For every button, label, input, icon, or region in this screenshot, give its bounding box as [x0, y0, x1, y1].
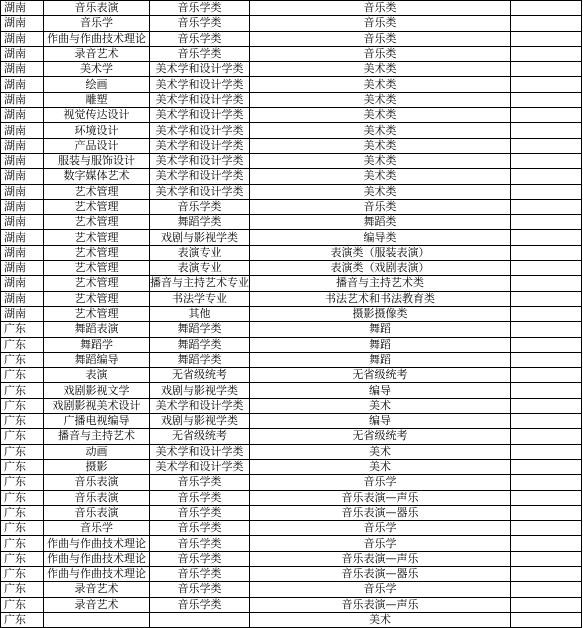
exam-type-cell: 音乐学 — [250, 521, 511, 536]
exam-type-cell: 美术类 — [250, 62, 511, 77]
province-cell: 湖南 — [1, 291, 44, 306]
empty-cell — [511, 490, 582, 505]
empty-cell — [511, 169, 582, 184]
category-cell: 戏剧与影视学类 — [150, 230, 250, 245]
major-cell: 作曲与作曲技术理论 — [44, 31, 150, 46]
table-row — [1, 459, 582, 474]
empty-cell — [511, 612, 582, 627]
major-cell: 舞蹈学 — [44, 337, 150, 352]
category-cell: 音乐学类 — [150, 566, 250, 581]
empty-cell — [511, 62, 582, 77]
empty-cell — [511, 77, 582, 92]
major-cell: 音乐学 — [44, 521, 150, 536]
table-row — [1, 138, 582, 153]
major-cell: 音乐表演 — [44, 505, 150, 520]
empty-cell — [511, 138, 582, 153]
table-row — [1, 215, 582, 230]
major-cell: 产品设计 — [44, 138, 150, 153]
category-cell: 美术学和设计学类 — [150, 108, 250, 123]
major-cell: 雕塑 — [44, 92, 150, 107]
table-row — [1, 62, 582, 77]
exam-type-cell: 美术类 — [250, 169, 511, 184]
category-cell: 音乐学类 — [150, 31, 250, 46]
table-row — [1, 383, 582, 398]
province-cell: 湖南 — [1, 245, 44, 260]
major-cell: 数字媒体艺术 — [44, 169, 150, 184]
major-cell: 戏剧影视美术设计 — [44, 398, 150, 413]
major-cell: 艺术管理 — [44, 199, 150, 214]
empty-cell — [511, 306, 582, 321]
province-cell: 广东 — [1, 414, 44, 429]
table-row — [1, 368, 582, 383]
major-cell: 音乐表演 — [44, 1, 150, 16]
exam-type-cell: 美术类 — [250, 138, 511, 153]
major-cell: 音乐学 — [44, 16, 150, 31]
exam-type-cell: 编导类 — [250, 230, 511, 245]
exam-type-cell: 音乐表演—器乐 — [250, 566, 511, 581]
table-row — [1, 230, 582, 245]
province-cell: 湖南 — [1, 62, 44, 77]
exam-type-cell: 音乐表演—声乐 — [250, 597, 511, 612]
empty-cell — [511, 261, 582, 276]
empty-cell — [511, 291, 582, 306]
province-cell: 湖南 — [1, 306, 44, 321]
major-cell: 动画 — [44, 444, 150, 459]
table-row — [1, 444, 582, 459]
province-cell: 广东 — [1, 521, 44, 536]
exam-type-cell: 音乐类 — [250, 199, 511, 214]
empty-cell — [511, 276, 582, 291]
empty-cell — [511, 184, 582, 199]
category-cell: 舞蹈学类 — [150, 352, 250, 367]
exam-type-cell: 舞蹈 — [250, 352, 511, 367]
empty-cell — [511, 322, 582, 337]
table-row — [1, 261, 582, 276]
province-cell: 湖南 — [1, 123, 44, 138]
category-cell: 舞蹈学类 — [150, 322, 250, 337]
exam-type-cell: 音乐表演—声乐 — [250, 490, 511, 505]
category-cell: 美术学和设计学类 — [150, 459, 250, 474]
empty-cell — [511, 352, 582, 367]
table-row — [1, 245, 582, 260]
table-row — [1, 123, 582, 138]
province-cell: 广东 — [1, 536, 44, 551]
table-row — [1, 16, 582, 31]
table-row — [1, 153, 582, 168]
major-cell: 作曲与作曲技术理论 — [44, 566, 150, 581]
empty-cell — [511, 92, 582, 107]
major-cell: 音乐表演 — [44, 475, 150, 490]
province-cell: 湖南 — [1, 138, 44, 153]
exam-type-cell: 美术 — [250, 612, 511, 627]
exam-type-cell: 美术类 — [250, 123, 511, 138]
table-row — [1, 398, 582, 413]
category-cell: 表演专业 — [150, 261, 250, 276]
table-body — [1, 1, 582, 628]
exam-type-cell: 音乐学 — [250, 582, 511, 597]
category-cell: 音乐学类 — [150, 536, 250, 551]
major-cell: 广播电视编导 — [44, 414, 150, 429]
category-cell: 音乐学类 — [150, 199, 250, 214]
table-row — [1, 429, 582, 444]
table-row — [1, 31, 582, 46]
major-cell: 录音艺术 — [44, 597, 150, 612]
major-cell: 舞蹈表演 — [44, 322, 150, 337]
category-cell: 美术学和设计学类 — [150, 138, 250, 153]
major-cell: 作曲与作曲技术理论 — [44, 536, 150, 551]
empty-cell — [511, 398, 582, 413]
exam-type-cell: 表演类（服装表演） — [250, 245, 511, 260]
category-cell: 音乐学类 — [150, 1, 250, 16]
category-cell: 无省级统考 — [150, 429, 250, 444]
province-cell: 广东 — [1, 429, 44, 444]
province-cell: 广东 — [1, 597, 44, 612]
major-cell: 作曲与作曲技术理论 — [44, 551, 150, 566]
empty-cell — [511, 566, 582, 581]
category-cell: 其他 — [150, 306, 250, 321]
table-row — [1, 46, 582, 61]
exam-type-cell: 舞蹈 — [250, 337, 511, 352]
empty-cell — [511, 505, 582, 520]
province-cell: 湖南 — [1, 46, 44, 61]
category-cell: 美术学和设计学类 — [150, 62, 250, 77]
empty-cell — [511, 31, 582, 46]
province-cell: 湖南 — [1, 92, 44, 107]
province-cell: 湖南 — [1, 153, 44, 168]
exam-type-cell: 音乐学 — [250, 475, 511, 490]
major-cell — [44, 612, 150, 627]
table-row — [1, 582, 582, 597]
category-cell: 美术学和设计学类 — [150, 398, 250, 413]
major-cell: 美术学 — [44, 62, 150, 77]
major-cell: 绘画 — [44, 77, 150, 92]
major-cell: 服装与服饰设计 — [44, 153, 150, 168]
province-cell: 湖南 — [1, 169, 44, 184]
province-cell: 湖南 — [1, 276, 44, 291]
major-cell: 录音艺术 — [44, 46, 150, 61]
province-cell: 广东 — [1, 459, 44, 474]
major-cell: 摄影 — [44, 459, 150, 474]
table-row — [1, 551, 582, 566]
exam-type-cell: 无省级统考 — [250, 368, 511, 383]
province-cell: 广东 — [1, 322, 44, 337]
province-cell: 湖南 — [1, 230, 44, 245]
exam-type-cell: 美术类 — [250, 184, 511, 199]
category-cell: 音乐学类 — [150, 490, 250, 505]
exam-type-cell: 美术类 — [250, 77, 511, 92]
table-row — [1, 92, 582, 107]
category-cell: 音乐学类 — [150, 16, 250, 31]
major-cell: 表演 — [44, 368, 150, 383]
exam-type-cell: 音乐表演—声乐 — [250, 551, 511, 566]
category-cell: 美术学和设计学类 — [150, 92, 250, 107]
table-row — [1, 521, 582, 536]
category-cell: 书法学专业 — [150, 291, 250, 306]
province-cell: 广东 — [1, 368, 44, 383]
table-row — [1, 169, 582, 184]
table-row — [1, 291, 582, 306]
category-cell: 表演专业 — [150, 245, 250, 260]
exam-type-cell: 美术 — [250, 444, 511, 459]
table-row — [1, 306, 582, 321]
category-cell: 音乐学类 — [150, 551, 250, 566]
category-cell: 音乐学类 — [150, 46, 250, 61]
province-cell: 广东 — [1, 352, 44, 367]
exam-type-cell: 美术 — [250, 398, 511, 413]
exam-type-cell: 播音与主持艺术类 — [250, 276, 511, 291]
exam-type-cell: 舞蹈 — [250, 322, 511, 337]
major-cell: 艺术管理 — [44, 230, 150, 245]
empty-cell — [511, 230, 582, 245]
empty-cell — [511, 536, 582, 551]
empty-cell — [511, 582, 582, 597]
province-cell: 湖南 — [1, 261, 44, 276]
empty-cell — [511, 414, 582, 429]
province-cell: 湖南 — [1, 215, 44, 230]
major-cell: 艺术管理 — [44, 245, 150, 260]
empty-cell — [511, 123, 582, 138]
category-cell: 舞蹈学类 — [150, 215, 250, 230]
empty-cell — [511, 108, 582, 123]
empty-cell — [511, 383, 582, 398]
empty-cell — [511, 368, 582, 383]
province-cell: 广东 — [1, 505, 44, 520]
major-cell: 艺术管理 — [44, 184, 150, 199]
table-row — [1, 475, 582, 490]
category-cell: 音乐学类 — [150, 582, 250, 597]
major-cell: 艺术管理 — [44, 291, 150, 306]
category-cell: 美术学和设计学类 — [150, 123, 250, 138]
empty-cell — [511, 597, 582, 612]
table-row — [1, 337, 582, 352]
exam-type-cell: 音乐类 — [250, 1, 511, 16]
province-cell: 湖南 — [1, 31, 44, 46]
empty-cell — [511, 215, 582, 230]
table-row — [1, 566, 582, 581]
empty-cell — [511, 551, 582, 566]
major-cell: 戏剧影视文学 — [44, 383, 150, 398]
empty-cell — [511, 337, 582, 352]
province-cell: 广东 — [1, 582, 44, 597]
category-cell: 音乐学类 — [150, 505, 250, 520]
province-cell: 湖南 — [1, 108, 44, 123]
exam-type-cell: 表演类（戏剧表演） — [250, 261, 511, 276]
table-row — [1, 199, 582, 214]
major-cell: 舞蹈编导 — [44, 352, 150, 367]
province-cell: 广东 — [1, 398, 44, 413]
table-row — [1, 322, 582, 337]
province-cell: 广东 — [1, 551, 44, 566]
empty-cell — [511, 199, 582, 214]
exam-type-cell: 编导 — [250, 414, 511, 429]
category-cell: 播音与主持艺术专业 — [150, 276, 249, 290]
exam-type-cell: 美术类 — [250, 92, 511, 107]
table-row — [1, 276, 582, 291]
province-cell: 湖南 — [1, 16, 44, 31]
province-cell: 湖南 — [1, 77, 44, 92]
major-cell: 艺术管理 — [44, 215, 150, 230]
table-row — [1, 77, 582, 92]
table-row — [1, 108, 582, 123]
category-cell: 美术学和设计学类 — [150, 444, 250, 459]
category-cell: 美术学和设计学类 — [150, 184, 250, 199]
category-cell: 戏剧与影视学类 — [150, 383, 250, 398]
category-cell: 美术学和设计学类 — [150, 169, 250, 184]
category-cell: 舞蹈学类 — [150, 337, 250, 352]
table-row — [1, 414, 582, 429]
major-cell: 艺术管理 — [44, 261, 150, 276]
province-cell: 广东 — [1, 337, 44, 352]
empty-cell — [511, 429, 582, 444]
exam-type-cell: 书法艺术和书法教育类 — [250, 291, 511, 306]
empty-cell — [511, 521, 582, 536]
category-cell: 音乐学类 — [150, 475, 250, 490]
table-row — [1, 352, 582, 367]
province-cell: 湖南 — [1, 199, 44, 214]
empty-cell — [511, 245, 582, 260]
major-cell: 视觉传达设计 — [44, 108, 150, 123]
exam-type-cell: 音乐类 — [250, 46, 511, 61]
major-cell: 播音与主持艺术 — [44, 429, 150, 444]
empty-cell — [511, 16, 582, 31]
major-cell: 艺术管理 — [44, 276, 150, 291]
empty-cell — [511, 459, 582, 474]
table-row — [1, 505, 582, 520]
major-cell: 艺术管理 — [44, 306, 150, 321]
empty-cell — [511, 475, 582, 490]
category-cell: 美术学和设计学类 — [150, 153, 250, 168]
category-cell — [150, 612, 250, 627]
category-cell: 美术学和设计学类 — [150, 77, 250, 92]
province-cell: 湖南 — [1, 1, 44, 16]
exam-type-cell: 编导 — [250, 383, 511, 398]
exam-type-cell: 音乐学 — [250, 536, 511, 551]
exam-type-cell: 美术类 — [250, 108, 511, 123]
major-cell: 音乐表演 — [44, 490, 150, 505]
major-cell: 录音艺术 — [44, 582, 150, 597]
category-cell: 音乐学类 — [150, 521, 250, 536]
category-cell: 戏剧与影视学类 — [150, 414, 250, 429]
table-row — [1, 536, 582, 551]
province-cell: 广东 — [1, 566, 44, 581]
category-cell: 无省级统考 — [150, 368, 250, 383]
exam-type-cell: 美术类 — [250, 153, 511, 168]
category-cell: 音乐学类 — [150, 597, 250, 612]
exam-type-cell: 舞蹈类 — [250, 215, 511, 230]
table-row — [1, 597, 582, 612]
empty-cell — [511, 444, 582, 459]
province-cell: 广东 — [1, 490, 44, 505]
table-row — [1, 612, 582, 627]
empty-cell — [511, 1, 582, 16]
exam-type-cell: 无省级统考 — [250, 429, 511, 444]
table-row — [1, 490, 582, 505]
major-cell: 环境设计 — [44, 123, 150, 138]
exam-type-cell: 美术 — [250, 459, 511, 474]
province-cell: 广东 — [1, 444, 44, 459]
province-cell: 广东 — [1, 475, 44, 490]
empty-cell — [511, 153, 582, 168]
province-cell: 湖南 — [1, 184, 44, 199]
exam-type-cell: 音乐表演—器乐 — [250, 505, 511, 520]
province-cell: 广东 — [1, 612, 44, 627]
province-cell: 广东 — [1, 383, 44, 398]
exam-type-cell: 音乐类 — [250, 31, 511, 46]
empty-cell — [511, 46, 582, 61]
table-row — [1, 1, 582, 16]
exam-type-cell: 音乐类 — [250, 16, 511, 31]
table-row — [1, 184, 582, 199]
exam-type-cell: 摄影摄像类 — [250, 306, 511, 321]
